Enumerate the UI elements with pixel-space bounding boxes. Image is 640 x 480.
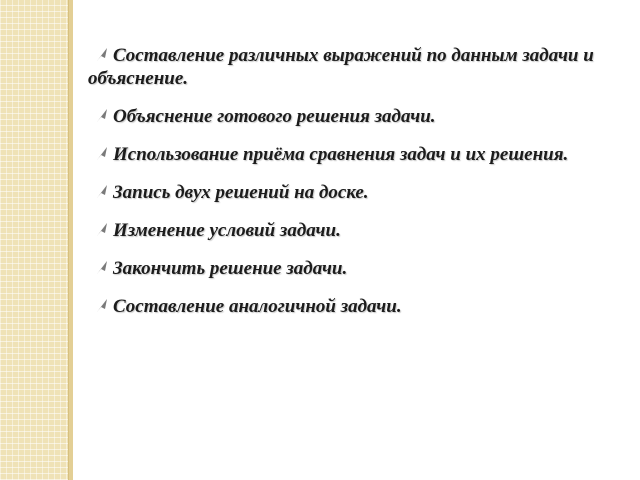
list-item <box>88 257 608 280</box>
list-item-text: Объяснение готового решения задачи. <box>113 106 436 127</box>
decorative-side-strip <box>0 0 70 480</box>
list-item <box>88 143 608 166</box>
list-item-text: Изменение условий задачи. <box>113 220 341 241</box>
arrowhead-bullet-icon <box>96 223 108 237</box>
arrowhead-bullet-icon <box>96 299 108 313</box>
arrowhead-bullet-icon <box>96 147 108 161</box>
arrowhead-bullet-icon <box>96 48 108 62</box>
list-item-text: Составление аналогичной задачи. <box>113 296 402 317</box>
list-item <box>88 181 608 204</box>
arrowhead-bullet-icon <box>96 261 108 275</box>
list-item <box>88 295 608 318</box>
list-item-text: Закончить решение задачи. <box>113 258 348 279</box>
list-item-text: Использование приёма сравнения задач и их решения. <box>113 144 569 165</box>
list-item <box>88 219 608 242</box>
bullet-list <box>88 44 608 333</box>
arrowhead-bullet-icon <box>96 185 108 199</box>
list-item-text: Составление различных выражений по данным задачи и объяснение. <box>88 45 594 89</box>
list-item-text: Запись двух решений на доске. <box>113 182 369 203</box>
list-item <box>88 105 608 128</box>
arrowhead-bullet-icon <box>96 109 108 123</box>
list-item <box>88 44 608 90</box>
decorative-strip-border <box>68 0 73 480</box>
